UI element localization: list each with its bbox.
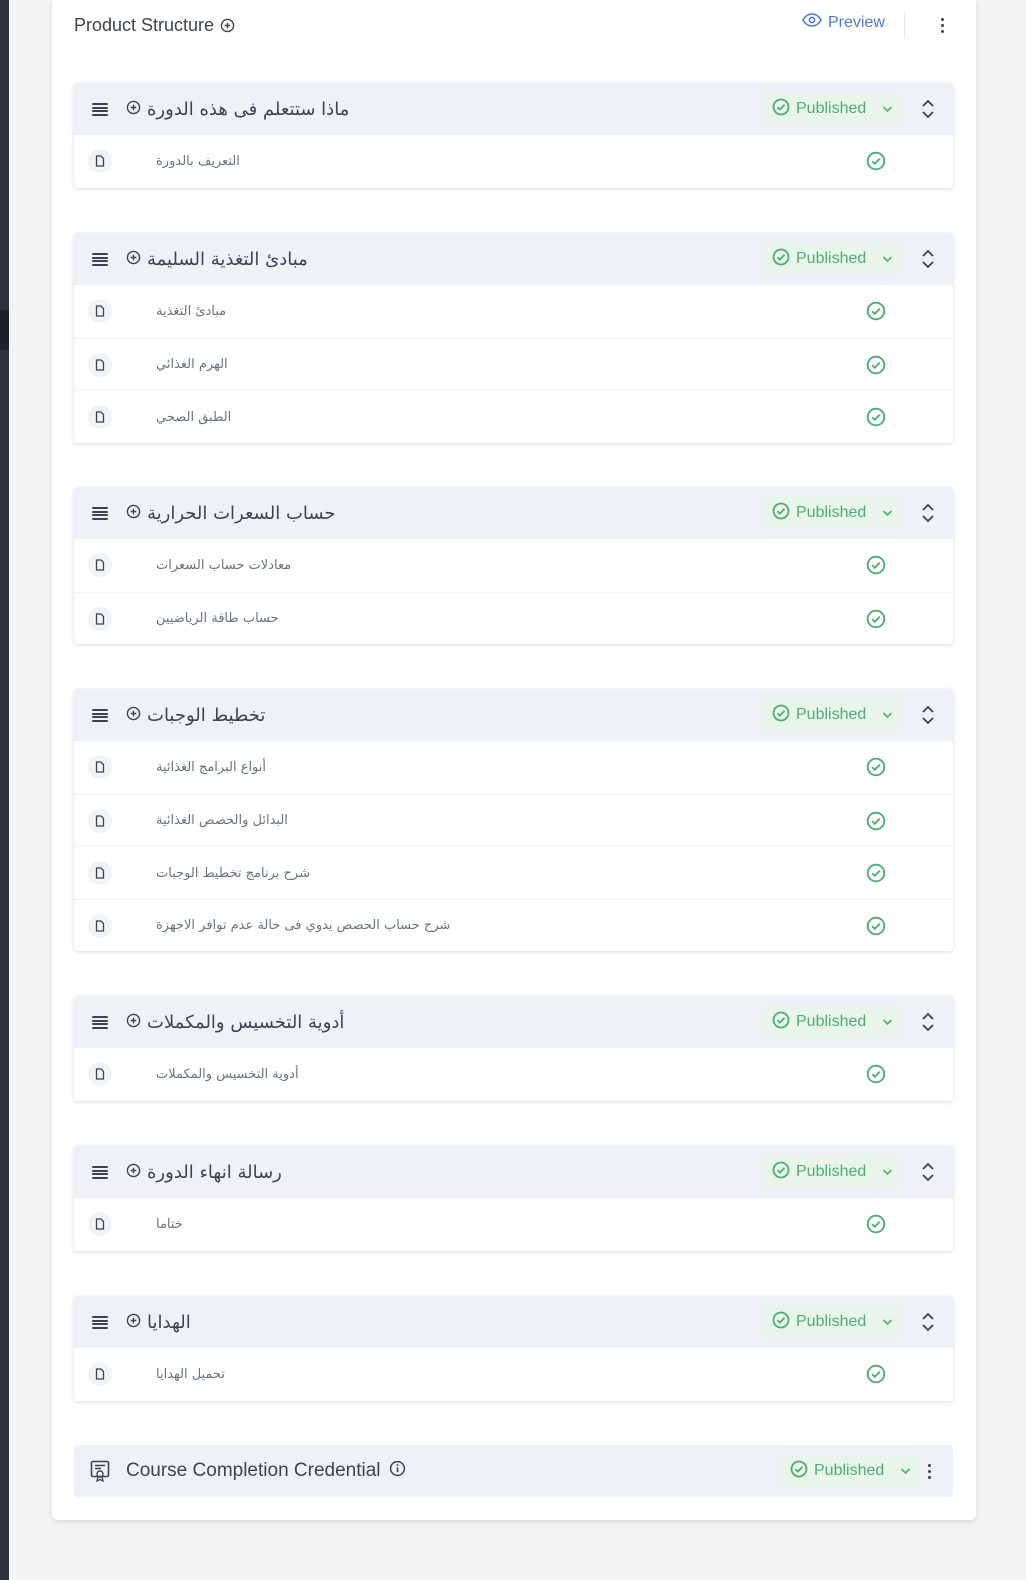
lesson-list xyxy=(74,539,953,644)
edge-handle xyxy=(0,310,9,350)
expand-collapse-icon[interactable] xyxy=(921,247,935,271)
lesson-title: حساب طاقة الرياضيين xyxy=(156,611,279,626)
published-check-icon xyxy=(866,811,886,831)
document-icon xyxy=(88,1062,112,1086)
lesson-row[interactable] xyxy=(74,338,953,391)
check-circle-icon xyxy=(772,1011,790,1034)
expand-collapse-icon[interactable] xyxy=(921,1160,935,1184)
lesson-title: شرح برنامج تخطيط الوجبات xyxy=(156,865,310,881)
plus-circle-icon[interactable] xyxy=(126,99,141,120)
plus-circle-icon[interactable] xyxy=(126,1312,141,1333)
section-title xyxy=(126,83,349,135)
section-card xyxy=(74,996,953,1101)
published-check-icon xyxy=(866,1214,886,1234)
lesson-title: أدوية التخسيس والمكملات xyxy=(156,1066,299,1082)
section-header xyxy=(74,233,953,285)
lesson-title: الهرم الغذائي xyxy=(156,357,228,372)
more-options-icon[interactable] xyxy=(934,13,950,37)
lesson-row[interactable] xyxy=(74,741,953,794)
credential-status-label: Published xyxy=(814,1462,885,1479)
section-title xyxy=(126,1296,191,1348)
section-title xyxy=(126,996,344,1048)
section-header xyxy=(74,689,953,741)
left-window-edge xyxy=(0,0,9,1580)
section-header xyxy=(74,996,953,1048)
plus-circle-icon[interactable] xyxy=(126,1162,141,1183)
published-check-icon xyxy=(866,863,886,883)
check-circle-icon xyxy=(772,98,790,121)
section-header xyxy=(74,1146,953,1198)
drag-handle-icon[interactable] xyxy=(92,1316,108,1329)
lesson-list xyxy=(74,135,953,188)
document-icon xyxy=(88,914,112,938)
published-check-icon xyxy=(866,151,886,171)
document-icon xyxy=(88,809,112,833)
lesson-title: الطبق الصحي xyxy=(156,409,232,425)
expand-collapse-icon[interactable] xyxy=(921,1010,935,1034)
drag-handle-icon[interactable] xyxy=(92,1166,108,1179)
lesson-row[interactable] xyxy=(74,285,953,338)
expand-collapse-icon[interactable] xyxy=(921,703,935,727)
section-title-text: تخطيط الوجبات xyxy=(147,704,266,726)
published-check-icon xyxy=(866,609,886,629)
section-title xyxy=(126,487,336,539)
document-icon xyxy=(88,553,112,577)
check-circle-icon xyxy=(772,704,790,727)
check-circle-icon xyxy=(772,1311,790,1334)
lesson-list xyxy=(74,1348,953,1401)
section-status-dropdown[interactable] xyxy=(762,497,900,529)
section-status-dropdown[interactable] xyxy=(762,1006,900,1038)
chevron-down-icon xyxy=(882,509,893,517)
lesson-list xyxy=(74,741,953,951)
lesson-title: معادلات حساب السعرات xyxy=(156,557,292,573)
document-icon xyxy=(88,299,112,323)
section-status-label: Published xyxy=(796,100,867,117)
drag-handle-icon[interactable] xyxy=(92,709,108,722)
info-icon[interactable] xyxy=(389,1460,406,1483)
lesson-title: تحميل الهدايا xyxy=(156,1366,226,1382)
section-status-dropdown[interactable] xyxy=(762,93,900,125)
product-structure-panel xyxy=(52,0,976,1520)
lesson-row[interactable] xyxy=(74,390,953,443)
published-check-icon xyxy=(866,301,886,321)
drag-handle-icon[interactable] xyxy=(92,103,108,116)
lesson-row[interactable] xyxy=(74,135,953,188)
section-card xyxy=(74,1146,953,1251)
section-header xyxy=(74,487,953,539)
lesson-row[interactable] xyxy=(74,846,953,899)
section-status-dropdown[interactable] xyxy=(762,699,900,731)
lesson-list xyxy=(74,285,953,443)
section-title xyxy=(126,233,308,285)
section-title xyxy=(126,689,265,741)
plus-circle-icon[interactable] xyxy=(126,1012,141,1033)
lesson-row[interactable] xyxy=(74,539,953,592)
expand-collapse-icon[interactable] xyxy=(921,501,935,525)
document-icon xyxy=(88,405,112,429)
expand-collapse-icon[interactable] xyxy=(921,97,935,121)
lesson-title: البدائل والحصص الغذائية xyxy=(156,813,288,828)
lesson-title: مبادئ التغذية xyxy=(156,303,227,319)
lesson-title: أنواع البرامج الغذائية xyxy=(156,759,267,775)
check-circle-icon xyxy=(772,1161,790,1184)
section-card xyxy=(74,83,953,188)
drag-handle-icon[interactable] xyxy=(92,1016,108,1029)
section-status-label: Published xyxy=(796,1313,867,1330)
credential-title-text: Course Completion Credential xyxy=(126,1460,381,1481)
credential-more-options-icon[interactable] xyxy=(921,1459,937,1483)
header-divider xyxy=(904,12,905,38)
section-title-text: ماذا ستتعلم فى هذه الدورة xyxy=(147,98,350,120)
published-check-icon xyxy=(866,407,886,427)
published-check-icon xyxy=(866,916,886,936)
section-status-dropdown[interactable] xyxy=(762,243,900,275)
chevron-down-icon xyxy=(882,1318,893,1326)
preview-button[interactable] xyxy=(802,13,885,32)
lesson-title: التعريف بالدورة xyxy=(156,153,240,169)
published-check-icon xyxy=(866,1064,886,1084)
chevron-down-icon xyxy=(882,105,893,113)
document-icon xyxy=(88,1362,112,1386)
document-icon xyxy=(88,755,112,779)
section-card xyxy=(74,487,953,644)
chevron-down-icon xyxy=(882,255,893,263)
section-title-text: أدوية التخسيس والمكملات xyxy=(147,1011,345,1033)
section-title xyxy=(126,1146,282,1198)
credential-status-dropdown[interactable] xyxy=(780,1455,918,1487)
plus-circle-icon[interactable] xyxy=(126,503,141,524)
drag-handle-icon[interactable] xyxy=(92,507,108,520)
section-card xyxy=(74,233,953,443)
drag-handle-icon[interactable] xyxy=(92,253,108,266)
plus-circle-icon[interactable] xyxy=(126,705,141,726)
expand-collapse-icon[interactable] xyxy=(921,1310,935,1334)
lesson-row[interactable] xyxy=(74,794,953,847)
lesson-title: شرح حساب الحصص يدوي فى حالة عدم توافر الاجهزة xyxy=(156,918,451,933)
section-title-text: رسالة انهاء الدورة xyxy=(147,1161,282,1183)
lesson-title: ختاما xyxy=(156,1216,183,1232)
section-card xyxy=(74,689,953,951)
section-header xyxy=(74,83,953,135)
document-icon xyxy=(88,353,112,377)
credential-row xyxy=(74,1445,953,1497)
published-check-icon xyxy=(866,757,886,777)
section-card xyxy=(74,1296,953,1401)
section-status-label: Published xyxy=(796,504,867,521)
section-header xyxy=(74,1296,953,1348)
lesson-row[interactable] xyxy=(74,899,953,952)
chevron-down-icon xyxy=(882,1168,893,1176)
certificate-icon xyxy=(90,1460,110,1482)
chevron-down-icon xyxy=(882,711,893,719)
section-title-text: مبادئ التغذية السليمة xyxy=(147,248,308,270)
published-check-icon xyxy=(866,1364,886,1384)
lesson-row[interactable] xyxy=(74,1198,953,1251)
lesson-row[interactable] xyxy=(74,1048,953,1101)
check-circle-icon xyxy=(790,1460,808,1483)
section-status-label: Published xyxy=(796,706,867,723)
page-title-text: Product Structure xyxy=(74,14,215,35)
lesson-row[interactable] xyxy=(74,1348,953,1401)
lesson-list xyxy=(74,1198,953,1251)
page-title xyxy=(74,15,235,36)
credential-title xyxy=(126,1445,406,1497)
lesson-list xyxy=(74,1048,953,1101)
section-status-dropdown[interactable] xyxy=(762,1156,900,1188)
published-check-icon xyxy=(866,555,886,575)
add-circle-icon[interactable] xyxy=(220,18,235,33)
published-check-icon xyxy=(866,355,886,375)
section-title-text: الهدايا xyxy=(147,1311,191,1333)
plus-circle-icon[interactable] xyxy=(126,249,141,270)
document-icon xyxy=(88,861,112,885)
panel-header xyxy=(52,0,976,50)
section-status-label: Published xyxy=(796,1013,867,1030)
document-icon xyxy=(88,149,112,173)
document-icon xyxy=(88,1212,112,1236)
chevron-down-icon xyxy=(900,1467,911,1475)
chevron-down-icon xyxy=(882,1018,893,1026)
section-status-dropdown[interactable] xyxy=(762,1306,900,1338)
section-title-text: حساب السعرات الحرارية xyxy=(147,502,336,524)
document-icon xyxy=(88,607,112,631)
lesson-row[interactable] xyxy=(74,592,953,645)
eye-icon xyxy=(802,13,822,32)
check-circle-icon xyxy=(772,502,790,525)
check-circle-icon xyxy=(772,248,790,271)
section-status-label: Published xyxy=(796,1163,867,1180)
section-status-label: Published xyxy=(796,250,867,267)
preview-label: Preview xyxy=(828,13,885,31)
